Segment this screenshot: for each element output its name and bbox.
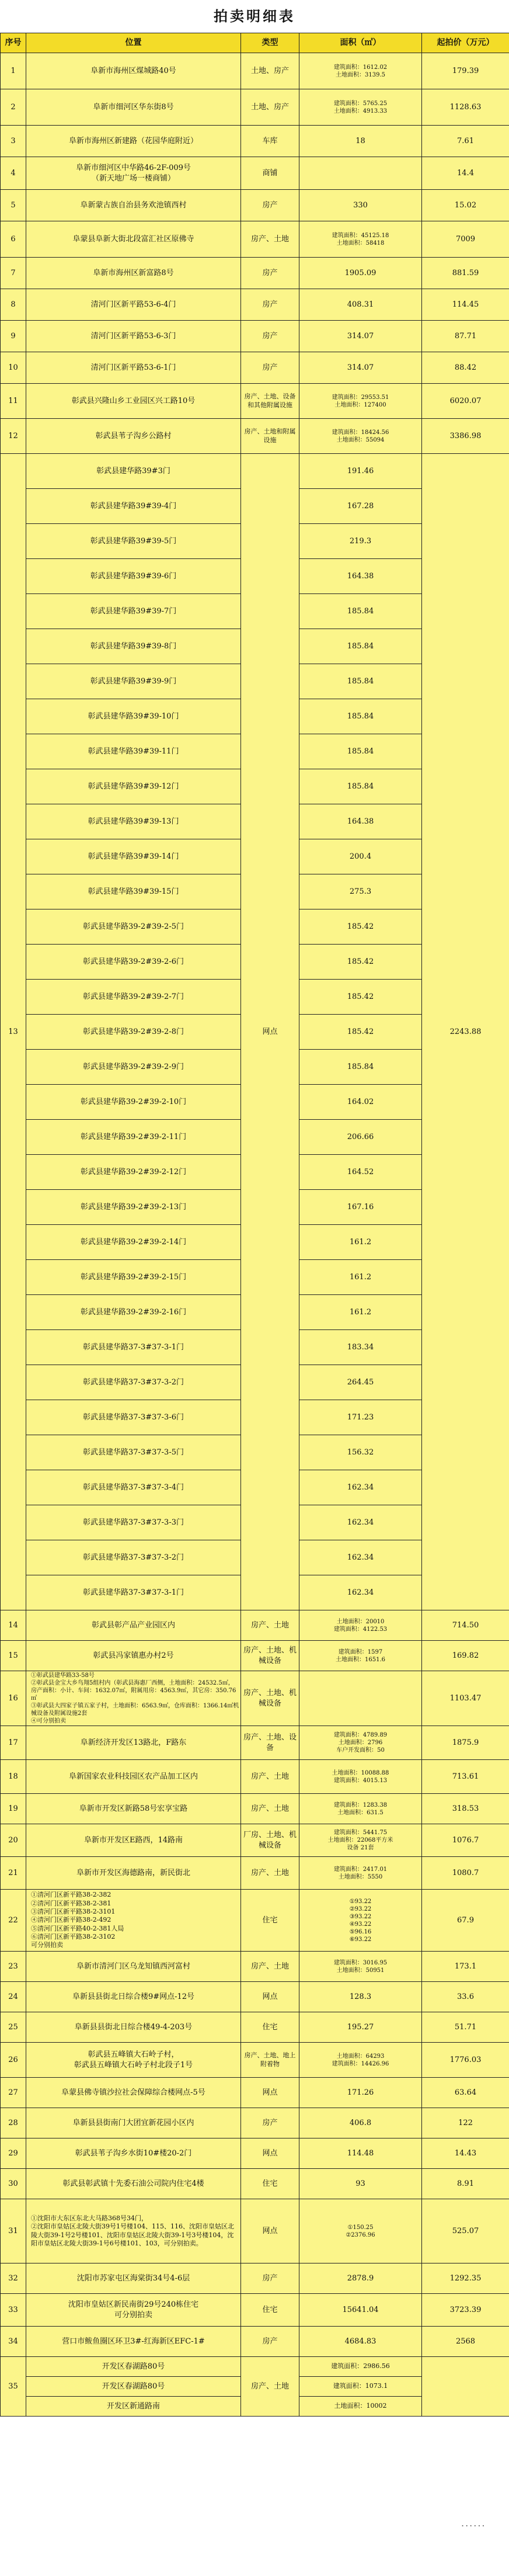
row-number: 12: [1, 419, 26, 454]
row-price: 2568: [422, 2327, 509, 2357]
row-price: 169.82: [422, 1641, 509, 1671]
page-title: 拍卖明细表: [214, 8, 295, 25]
row-location: 阜新市细河区中华路46-2F-009号 （新天地广场一楼商铺）: [26, 157, 241, 190]
row-location: 开发区新通路南: [26, 2397, 241, 2417]
row-area: 4684.83: [299, 2327, 422, 2357]
row-area: 建筑面积：1612.02 土地面积：3139.5: [299, 53, 422, 89]
row-area: 161.2: [299, 1225, 422, 1260]
row-number: 26: [1, 2043, 26, 2078]
header-price: 起拍价（万元）: [422, 33, 509, 53]
row-location: 阜新市海州区新建路（花园华庭附近）: [26, 126, 241, 157]
table-row: [1, 126, 509, 157]
row-location: 清河门区新平路53-6-1门: [26, 352, 241, 384]
row-location: 彰武县建华路39#39-12门: [26, 769, 241, 804]
table-row: [1, 1794, 509, 1824]
row-area: 408.31: [299, 289, 422, 321]
table-row: [1, 89, 509, 126]
row-number: 33: [1, 2294, 26, 2327]
row-number: 21: [1, 1857, 26, 1890]
row-location: 彰武县建华路39#39-4门: [26, 489, 241, 524]
row-location: 彰武县建华路39#39-6门: [26, 559, 241, 594]
row-number: 25: [1, 2012, 26, 2043]
row-location: 彰武县建华路39-2#39-2-13门: [26, 1190, 241, 1225]
row-area: 167.16: [299, 1190, 422, 1225]
table-row: [1, 352, 509, 384]
row-area: 406.8: [299, 2108, 422, 2138]
row-type: 网点: [241, 454, 299, 1610]
row-area: 185.42: [299, 1015, 422, 1050]
row-location: 阜蒙县佛寺镇沙拉社会保障综合楼网点-5号: [26, 2078, 241, 2108]
row-price: 14.4: [422, 157, 509, 190]
row-area: 建筑面积：2417.01 土地面积：5550: [299, 1857, 422, 1890]
row-price: 1128.63: [422, 89, 509, 126]
row-location: 阜新市开发区海德路南，新民街北: [26, 1857, 241, 1890]
row-type: 房产、土地: [241, 1794, 299, 1824]
row-area: 建筑面积：18424.56 土地面积：55094: [299, 419, 422, 454]
row-location: 彰武县建华路37-3#37-3-5门: [26, 1435, 241, 1470]
row-location: 彰武县建华路39#39-11门: [26, 734, 241, 769]
row-area: 219.3: [299, 524, 422, 559]
row-location: 彰武县五峰镇大石岭子村， 彰武县五峰镇大石岭子村北段子1号: [26, 2043, 241, 2078]
table-row: [1, 384, 509, 419]
table-row: [1, 2263, 509, 2294]
row-price: 1875.9: [422, 1726, 509, 1760]
row-location: 彰武县建华路39-2#39-2-9门: [26, 1050, 241, 1085]
table-row: [1, 2327, 509, 2357]
row-number: 28: [1, 2108, 26, 2138]
row-type: 房产、土地: [241, 221, 299, 258]
row-location: 彰武县建华路39-2#39-2-6门: [26, 945, 241, 980]
row-area: 建筑面积：3016.95 土地面积：50951: [299, 1952, 422, 1982]
row-area: 185.84: [299, 1050, 422, 1085]
row-type: 房产: [241, 321, 299, 352]
row-area: 171.23: [299, 1400, 422, 1435]
row-area: 15641.04: [299, 2294, 422, 2327]
row-location: 阜新市开发区E路西，14路南: [26, 1824, 241, 1857]
row-area: 264.45: [299, 1365, 422, 1400]
row-number: 9: [1, 321, 26, 352]
row-area: 土地面积：20010 建筑面积：4122.53: [299, 1610, 422, 1641]
row-location: 阜新市海州区新富路8号: [26, 258, 241, 289]
row-type: 住宅: [241, 2169, 299, 2199]
row-number: 15: [1, 1641, 26, 1671]
row-location: 彰武县建华路37-3#37-3-4门: [26, 1470, 241, 1505]
row-price: 87.71: [422, 321, 509, 352]
row-location: 彰武县兴隆山乡工业园区兴工路10号: [26, 384, 241, 419]
row-location: 阜蒙县阜新大街北段富汇社区原佛寺: [26, 221, 241, 258]
row-number: 5: [1, 190, 26, 221]
row-location: 彰武县建华路39-2#39-2-16门: [26, 1295, 241, 1330]
row-area: 185.84: [299, 664, 422, 699]
table-row: [1, 157, 509, 190]
row-area: 2878.9: [299, 2263, 422, 2294]
row-type: 网点: [241, 2199, 299, 2263]
row-location: 彰武县建华路39#39-5门: [26, 524, 241, 559]
row-area: 185.84: [299, 699, 422, 734]
row-area: 183.34: [299, 1330, 422, 1365]
row-number: 16: [1, 1671, 26, 1726]
row-number: 13: [1, 454, 26, 1610]
row-location: 彰武县建华路39-2#39-2-11门: [26, 1120, 241, 1155]
row-area: 314.07: [299, 321, 422, 352]
row-price: 1776.03: [422, 2043, 509, 2078]
row-location: 彰武县建华路39-2#39-2-5门: [26, 909, 241, 945]
row-type: 网点: [241, 1982, 299, 2012]
table-row: [1, 2012, 509, 2043]
row-number: 1: [1, 53, 26, 89]
row-location: 彰武县冯家镇惠办村2号: [26, 1641, 241, 1671]
row-area: 161.2: [299, 1295, 422, 1330]
row-area: 162.34: [299, 1540, 422, 1575]
row-type: 住宅: [241, 2012, 299, 2043]
row-type: 网点: [241, 2078, 299, 2108]
row-price: 713.61: [422, 1760, 509, 1794]
row-location: 彰武县建华路39#39-15门: [26, 874, 241, 909]
row-location: 彰武县建华路39-2#39-2-14门: [26, 1225, 241, 1260]
row-area: 156.32: [299, 1435, 422, 1470]
row-location: 彰武县建华路39-2#39-2-8门: [26, 1015, 241, 1050]
row-area: 93: [299, 2169, 422, 2199]
row-location: 阜新蒙古族自治县务欢池镇西村: [26, 190, 241, 221]
row-area: 185.84: [299, 769, 422, 804]
row-number: 10: [1, 352, 26, 384]
row-area: 土地面积：10088.88 建筑面积：4015.13: [299, 1760, 422, 1794]
table-row: [1, 419, 509, 454]
row-area: 162.34: [299, 1575, 422, 1610]
row-location: 彰武县建华路37-3#37-3-1门: [26, 1330, 241, 1365]
row-price: 8.91: [422, 2169, 509, 2199]
row-price: 63.64: [422, 2078, 509, 2108]
row-area: 162.34: [299, 1505, 422, 1540]
table-row: [1, 1760, 509, 1794]
row-price: 14.43: [422, 2138, 509, 2169]
row-area: 200.4: [299, 839, 422, 874]
row-location: 彰武县建华路37-3#37-3-3门: [26, 1505, 241, 1540]
row-number: 20: [1, 1824, 26, 1857]
row-area: 土地面积：64293 建筑面积：14426.96: [299, 2043, 422, 2078]
header-type: 类型: [241, 33, 299, 53]
row-type: 房产、土地、设备: [241, 1726, 299, 1760]
row-type: 房产: [241, 2108, 299, 2138]
row-price: 881.59: [422, 258, 509, 289]
table-row: [1, 2078, 509, 2108]
row-number: 30: [1, 2169, 26, 2199]
row-price: 525.07: [422, 2199, 509, 2263]
row-number: 8: [1, 289, 26, 321]
row-number: 29: [1, 2138, 26, 2169]
row-price: 3386.98: [422, 419, 509, 454]
row-area: 161.2: [299, 1260, 422, 1295]
row-area: 162.34: [299, 1470, 422, 1505]
table-row: [1, 2357, 509, 2377]
row-number: 34: [1, 2327, 26, 2357]
header-location: 位置: [26, 33, 241, 53]
row-area: [299, 1671, 422, 1726]
row-price: 7009: [422, 221, 509, 258]
row-type: 土地、房产: [241, 89, 299, 126]
row-location: ①清河门区新平路38-2-382 ②清河门区新平路38-2-381 ③清河门区新平路38-2-3101 ④清河门区新平路38-2-492 ⑤清河门区新平路40-2-381人局 ⑥清河门区新平路38-2-3102 可分别拍卖: [26, 1890, 241, 1952]
row-type: 房产、土地、设备和其他附属设施: [241, 384, 299, 419]
row-type: 房产、土地: [241, 1857, 299, 1890]
row-location: 阜新市开发区新路58号宏享宝路: [26, 1794, 241, 1824]
row-area: 164.38: [299, 804, 422, 839]
row-price: 714.50: [422, 1610, 509, 1641]
table-row: [1, 2138, 509, 2169]
row-location: 阜新市细河区华东街8号: [26, 89, 241, 126]
row-type: 房产: [241, 2263, 299, 2294]
row-location: 沈阳市苏家屯区海棠街34号4-6层: [26, 2263, 241, 2294]
row-area: 建筑面积：1283.38 土地面积：631.5: [299, 1794, 422, 1824]
row-price: 1103.47: [422, 1671, 509, 1726]
row-number: 24: [1, 1982, 26, 2012]
row-area: 314.07: [299, 352, 422, 384]
header-area: 面积（㎡）: [299, 33, 422, 53]
table-row: [1, 2294, 509, 2327]
row-type: 房产: [241, 289, 299, 321]
row-number: 2: [1, 89, 26, 126]
row-location: 阜新国家农业科技园区农产品加工区内: [26, 1760, 241, 1794]
row-type: 车库: [241, 126, 299, 157]
table-header-row: [1, 33, 509, 53]
row-area: 18: [299, 126, 422, 157]
row-price: 67.9: [422, 1890, 509, 1952]
row-price: 173.1: [422, 1952, 509, 1982]
row-number: 18: [1, 1760, 26, 1794]
row-area: 164.02: [299, 1085, 422, 1120]
table-row: [1, 2199, 509, 2263]
row-area: 土地面积：10002: [299, 2397, 422, 2417]
row-number: 32: [1, 2263, 26, 2294]
row-type: 房产: [241, 2327, 299, 2357]
row-location: 阜新市海州区煤城路40号: [26, 53, 241, 89]
row-area: 185.42: [299, 909, 422, 945]
row-price: 1080.7: [422, 1857, 509, 1890]
row-location: 彰武县建华路39#3门: [26, 454, 241, 489]
table-row: [1, 2043, 509, 2078]
row-area: 114.48: [299, 2138, 422, 2169]
row-number: 6: [1, 221, 26, 258]
row-area: 167.28: [299, 489, 422, 524]
row-number: 17: [1, 1726, 26, 1760]
row-location: 彰武县苇子沟乡水街10#楼20-2门: [26, 2138, 241, 2169]
row-area: [299, 157, 422, 190]
row-type: 住宅: [241, 1890, 299, 1952]
row-price: 2243.88: [422, 454, 509, 1610]
row-area: 164.38: [299, 559, 422, 594]
row-area: 185.84: [299, 629, 422, 664]
row-location: 开发区春湖路80号: [26, 2357, 241, 2377]
table-row: [1, 1890, 509, 1952]
row-location: 沈阳市皇姑区新民南街29号240栋住宅 可分别拍卖: [26, 2294, 241, 2327]
table-row: [1, 1982, 509, 2012]
row-area: 164.52: [299, 1155, 422, 1190]
table-row: [1, 221, 509, 258]
row-area: 建筑面积：5441.75 土地面积：22068平方米 设备 21套: [299, 1824, 422, 1857]
row-area: 185.84: [299, 594, 422, 629]
row-price: 3723.39: [422, 2294, 509, 2327]
row-number: 22: [1, 1890, 26, 1952]
row-number: 11: [1, 384, 26, 419]
row-location: 阜新县县街南门大团宜新花园小区内: [26, 2108, 241, 2138]
row-area: 206.66: [299, 1120, 422, 1155]
row-location: 彰武县建华路37-3#37-3-2门: [26, 1365, 241, 1400]
row-location: 彰武县建华路39#39-14门: [26, 839, 241, 874]
row-area: 171.26: [299, 2078, 422, 2108]
table-row: [1, 190, 509, 221]
row-location: 营口市鲅鱼圈区环卫3#-红海新区EFC-1#: [26, 2327, 241, 2357]
row-location: ①沈阳市大东区东北大马路368号34门， ②沈阳市皇姑区北陵大街39号1号楼104、115、116、沈阳市皇姑区北陵大街39-1号2号楼101、沈阳市皇姑区北陵大街39-1号3号楼104，沈阳市皇姑区北陵大街39-1号6号楼101、103，可分别拍卖。: [26, 2199, 241, 2263]
row-location: 阜新县县街北日综合楼49-4-203号: [26, 2012, 241, 2043]
table-row: [1, 1952, 509, 1982]
row-location: 开发区春湖路80号: [26, 2377, 241, 2397]
row-location: 彰武县苇子沟乡公路村: [26, 419, 241, 454]
row-area: 195.27: [299, 2012, 422, 2043]
row-location: 彰武县建华路39#39-9门: [26, 664, 241, 699]
row-location: 清河门区新平路53-6-3门: [26, 321, 241, 352]
row-area: 建筑面积：45125.18 土地面积：58418: [299, 221, 422, 258]
row-location: 彰武县建华路37-3#37-3-1门: [26, 1575, 241, 1610]
row-price: 88.42: [422, 352, 509, 384]
table-row: [1, 1824, 509, 1857]
row-location: 彰武县建华路39#39-7门: [26, 594, 241, 629]
row-location: 彰武县建华路39-2#39-2-15门: [26, 1260, 241, 1295]
row-location: 彰武县建华路37-3#37-3-6门: [26, 1400, 241, 1435]
table-row: [1, 289, 509, 321]
row-area: ①93.22 ②93.22 ③93.22 ④93.22 ⑤96.16 ⑥93.22: [299, 1890, 422, 1952]
row-type: 房产、土地: [241, 2357, 299, 2417]
row-location: 彰武县建华路39#39-8门: [26, 629, 241, 664]
table-row: [1, 1726, 509, 1760]
row-location: 彰武县彰武镇十先委石油公司院内住宅4楼: [26, 2169, 241, 2199]
table-row: [1, 258, 509, 289]
row-location: 彰武县建华路37-3#37-3-2门: [26, 1540, 241, 1575]
row-type: 房产、土地: [241, 1760, 299, 1794]
row-location: 彰武县建华路39-2#39-2-7门: [26, 980, 241, 1015]
row-area: ①150.25 ②2376.96: [299, 2199, 422, 2263]
row-price: 33.6: [422, 1982, 509, 2012]
row-type: 房产: [241, 258, 299, 289]
row-price: 318.53: [422, 1794, 509, 1824]
row-number: 31: [1, 2199, 26, 2263]
row-location: 彰武县建华路39-2#39-2-10门: [26, 1085, 241, 1120]
row-location: 清河门区新平路53-6-4门: [26, 289, 241, 321]
row-area: 建筑面积：5765.25 土地面积：4913.33: [299, 89, 422, 126]
row-location: 彰武县建华路39-2#39-2-12门: [26, 1155, 241, 1190]
row-location: 阜新县县街北日综合楼9#网点-12号: [26, 1982, 241, 2012]
row-price: 122: [422, 2108, 509, 2138]
table-row: [1, 1857, 509, 1890]
row-area: 185.84: [299, 734, 422, 769]
table-row: [1, 2169, 509, 2199]
row-price: 51.71: [422, 2012, 509, 2043]
row-location: 阜新经济开发区13路北，F路东: [26, 1726, 241, 1760]
row-area: 185.42: [299, 945, 422, 980]
row-price: 7.61: [422, 126, 509, 157]
row-location: 彰武县建华路39#39-13门: [26, 804, 241, 839]
row-price: [422, 2357, 509, 2417]
row-number: 35: [1, 2357, 26, 2417]
table-row: [1, 1610, 509, 1641]
row-area: 建筑面积：4789.89 土地面积：2796 车户开发面积：50: [299, 1726, 422, 1760]
row-location: 阜新市清河门区乌龙知镇西河富村: [26, 1952, 241, 1982]
table-row: [1, 1641, 509, 1671]
row-number: 27: [1, 2078, 26, 2108]
row-location: 彰武县建华路39#39-10门: [26, 699, 241, 734]
row-type: 厂房、土地、机械设备: [241, 1824, 299, 1857]
row-area: 185.42: [299, 980, 422, 1015]
row-area: 275.3: [299, 874, 422, 909]
continuation-dots: ......: [461, 2518, 486, 2529]
table-row: [1, 2108, 509, 2138]
row-price: 179.39: [422, 53, 509, 89]
row-area: 1905.09: [299, 258, 422, 289]
row-number: 19: [1, 1794, 26, 1824]
table-row: [1, 454, 509, 489]
row-area: 建筑面积：2986.56: [299, 2357, 422, 2377]
row-area: 128.3: [299, 1982, 422, 2012]
row-number: 3: [1, 126, 26, 157]
row-area: 建筑面积：29553.51 土地面积：127400: [299, 384, 422, 419]
row-type: 住宅: [241, 2294, 299, 2327]
table-row: [1, 53, 509, 89]
row-type: 房产、土地、地上附着物: [241, 2043, 299, 2078]
row-area: 191.46: [299, 454, 422, 489]
row-type: 网点: [241, 2138, 299, 2169]
row-area: 建筑面积：1073.1: [299, 2377, 422, 2397]
auction-table: [0, 33, 509, 2417]
row-price: 1292.35: [422, 2263, 509, 2294]
row-type: 房产、土地: [241, 1610, 299, 1641]
row-price: 1076.7: [422, 1824, 509, 1857]
row-type: 土地、房产: [241, 53, 299, 89]
table-row: [1, 1671, 509, 1726]
row-number: 14: [1, 1610, 26, 1641]
row-number: 23: [1, 1952, 26, 1982]
row-type: 房产、土地: [241, 1952, 299, 1982]
row-type: 房产、土地、机械设备: [241, 1641, 299, 1671]
table-row: [1, 321, 509, 352]
row-type: 房产、土地和附属设施: [241, 419, 299, 454]
row-price: 15.02: [422, 190, 509, 221]
row-price: 6020.07: [422, 384, 509, 419]
row-area: 建筑面积：1597 土地面积：1651.6: [299, 1641, 422, 1671]
row-type: 房产: [241, 352, 299, 384]
row-area: 330: [299, 190, 422, 221]
row-type: 商铺: [241, 157, 299, 190]
row-type: 房产: [241, 190, 299, 221]
row-location: ①彰武县建华路33-58号 ②彰武县金宝大乡鸟翔5组村内（彰武县海惠厂西侧，土地面积：24532.5㎡，房产面积：小计、车间：1632.07㎡，附属用房：4563.9㎡，其它房：350.76㎡ ③彰武县大四家子镇五家子村，土地面积：6563.9㎡，仓库面积：1366.14㎡机械设备及附属设施2套 ④可分别拍卖: [26, 1671, 241, 1726]
row-location: 彰武县彰产品产业园区内: [26, 1610, 241, 1641]
row-number: 7: [1, 258, 26, 289]
row-number: 4: [1, 157, 26, 190]
header-no: 序号: [1, 33, 26, 53]
row-price: 114.45: [422, 289, 509, 321]
row-type: 房产、土地、机械设备: [241, 1671, 299, 1726]
